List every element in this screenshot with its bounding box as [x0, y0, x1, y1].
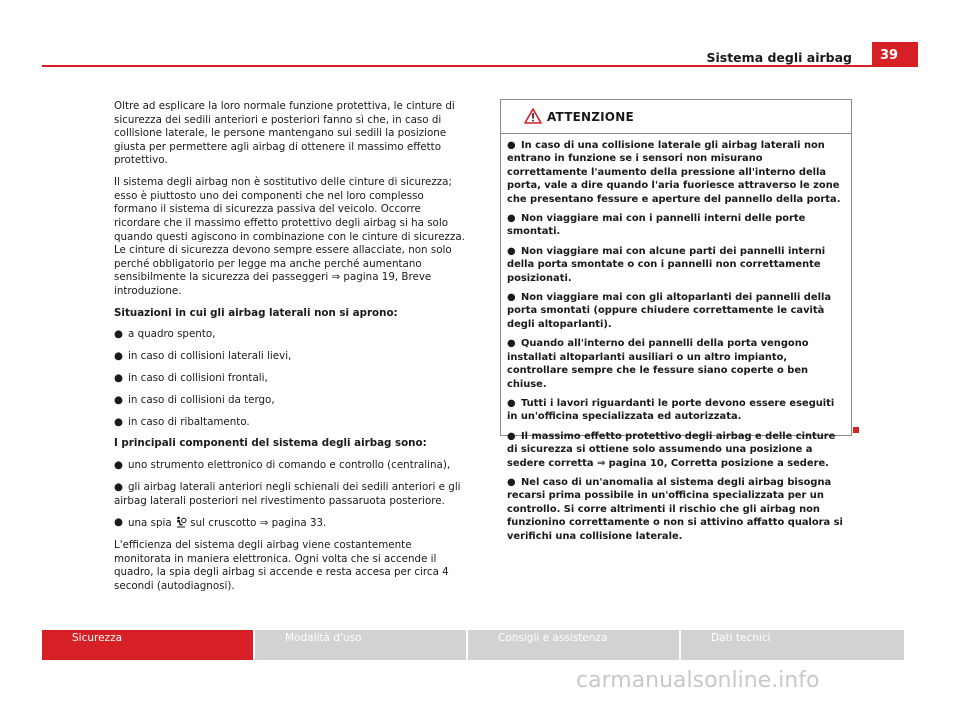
main-text-column [114, 100, 470, 602]
list-item: ● una spia sul cruscotto ⇒ pagina 33. [114, 516, 327, 530]
paragraph-intro: Oltre ad esplicare la loro normale funzione protettiva, le cinture di sicurezza dei sedili anteriori e posteriori fanno sì che, in caso di collisione laterale, le persone mantengano sui sedili la posizione giusta per permettere agli airbag di ottenere il massimo effetto protettivo. [114, 100, 455, 167]
warning-header [501, 100, 851, 134]
list-item: ● in caso di collisioni frontali, [114, 372, 268, 385]
warning-item: ● Non viaggiare mai con gli altoparlanti dei pannelli della porta smontati (oppure chiudere correttamente le cavità degli altoparlanti). [507, 292, 832, 330]
warning-item: ● Nel caso di un'anomalia al sistema degli airbag bisogna recarsi prima possibile in un'officina specializzata per un controllo. Si corre altrimenti il rischio che gli airbag non funzionino correttamente o non si attivino affatto qualora si verifichi una collisione laterale. [507, 476, 843, 542]
tab-dati-tecnici[interactable]: Dati tecnici [681, 630, 904, 660]
paragraph-belts: Il sistema degli airbag non è sostitutivo delle cinture di sicurezza; esso è piuttosto uno dei componenti che nel loro complesso formano il sistema di sicurezza passiva del veicolo. Occorre ricordare che il massimo effetto protettivo degli airbag si ha solo quando questi agiscono in combinazione con le cinture di sicurezza. Le cinture di sicurezza devono sempre essere allacciate, non solo perché obbligatorio per legge ma anche perché aumentano sensibilmente la sicurezza dei passeggeri ⇒ pagina 19, Breve introduzione. [114, 176, 465, 297]
tab-sicurezza[interactable]: Sicurezza [42, 630, 253, 660]
list-item: ● in caso di collisioni da tergo, [114, 393, 275, 406]
warning-item: ● Non viaggiare mai con i pannelli interni delle porte smontati. [507, 213, 806, 238]
warning-box [500, 99, 852, 542]
warning-item: ● Il massimo effetto protettivo degli airbag e delle cinture di sicurezza si ottiene solo assumendo una posizione a sedere corretta ⇒ pagina 10, Corretta posizione a sedere. [507, 430, 836, 469]
warning-item: ● Quando all'interno dei pannelli della porta vengono installati altoparlanti ausiliari o un altro impianto, controllare sempre che le fessure siano coperte o ben chiuse. [507, 338, 809, 390]
warning-triangle-icon [524, 108, 542, 124]
page-number: 39 [872, 42, 918, 67]
warning-body [501, 134, 851, 543]
section-end-marker [853, 427, 859, 433]
warning-item: ● Tutti i lavori riguardanti le porte devono essere eseguiti in un'officina specializzata ed autorizzata. [507, 397, 835, 423]
header-rule [42, 65, 918, 67]
list-item: ● in caso di ribaltamento. [114, 415, 250, 428]
subheading-components: I principali componenti del sistema degli airbag sono: [114, 437, 427, 450]
subheading-no-deploy: Situazioni in cui gli airbag laterali non si aprono: [114, 306, 398, 319]
list-item: ● gli airbag laterali anteriori negli schienali dei sedili anteriori e gli airbag laterali posteriori nel rivestimento passaruota posteriore. [114, 480, 461, 507]
footer-nav [42, 630, 918, 660]
tab-modalita-uso[interactable]: Modalità d'uso [255, 630, 466, 660]
airbag-warning-lamp-icon [175, 516, 187, 528]
warning-title: ATTENZIONE [547, 110, 634, 124]
warning-item: ● Non viaggiare mai con alcune parti dei pannelli interni della porta smontate o con i pannelli non correttamente posizionati. [507, 245, 826, 284]
tab-consigli-assistenza[interactable]: Consigli e assistenza [468, 630, 679, 660]
warning-item: ● In caso di una collisione laterale gli airbag laterali non entrano in funzione se i sensori non misurano correttamente l'aumento della pressione all'interno della porta, vale a dire quando l'aria fuoriesce attraverso le zone che presentano fessure e aperture del pannello della porta. [507, 140, 841, 205]
paragraph-monitoring: L'efficienza del sistema degli airbag viene costantemente monitorata in maniera elettronica. Ogni volta che si accende il quadro, la spia degli airbag si accende e resta accesa per circa 4 secondi (autodiagnosi). [114, 539, 449, 592]
list-item: ● a quadro spento, [114, 328, 216, 341]
list-item: ● uno strumento elettronico di comando e controllo (centralina), [114, 459, 451, 472]
section-title: Sistema degli airbag [706, 50, 852, 65]
list-item: ● in caso di collisioni laterali lievi, [114, 350, 292, 363]
watermark: carmanualsonline.info [576, 668, 820, 693]
